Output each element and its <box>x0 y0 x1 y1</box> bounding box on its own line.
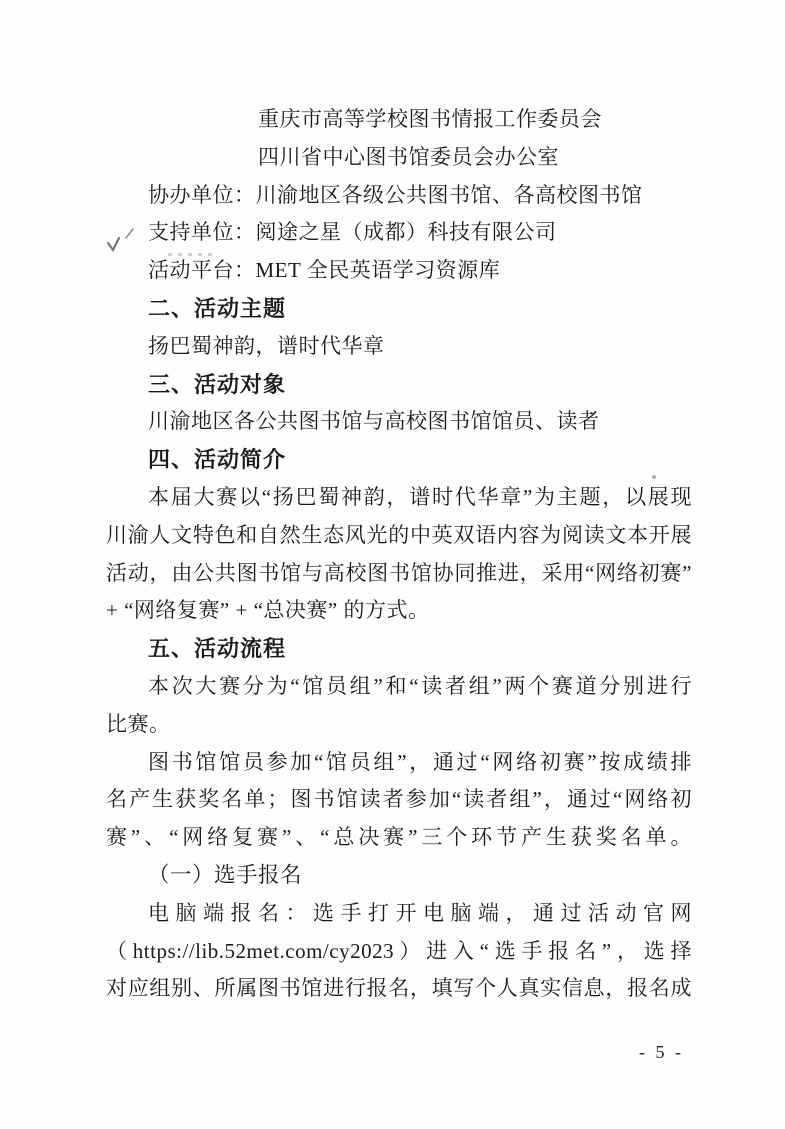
intro-paragraph-line: 本届大赛以“扬巴蜀神韵，谱时代华章”为主题，以展现 <box>148 484 692 509</box>
section-5-heading: 五、活动流程 <box>148 636 287 662</box>
audience-line: 川渝地区各公共图书馆与高校图书馆馆员、读者 <box>148 409 600 434</box>
document-body <box>106 101 692 1008</box>
process-paragraph-line: 赛”、“网络复赛”、“总决赛”三个环节产生获奖名单。 <box>106 825 692 850</box>
host-org-line: 四川省中心图书馆委员会办公室 <box>258 144 559 169</box>
registration-paragraph-line: （https://lib.52met.com/cy2023）进入“选手报名”，选择 <box>106 938 692 963</box>
co-organizer-line: 协办单位：川渝地区各级公共图书馆、各高校图书馆 <box>148 182 643 207</box>
subsection-1-heading: （一）选手报名 <box>148 862 303 887</box>
process-paragraph-line: 比赛。 <box>106 711 171 736</box>
host-org-line: 重庆市高等学校图书情报工作委员会 <box>258 107 602 131</box>
process-paragraph-line: 图书馆馆员参加“馆员组”，通过“网络初赛”按成绩排 <box>148 749 692 774</box>
intro-paragraph-line: + “网络复赛” + “总决赛” 的方式。 <box>106 598 430 623</box>
registration-paragraph-line: 对应组别、所属图书馆进行报名，填写个人真实信息，报名成 <box>106 976 692 1001</box>
intro-paragraph-line: 活动，由公共图书馆与高校图书馆协同推进，采用“网络初赛” <box>106 560 692 585</box>
registration-paragraph-line: 电脑端报名：选手打开电脑端，通过活动官网 <box>148 900 692 925</box>
process-paragraph-line: 名产生获奖名单；图书馆读者参加“读者组”，通过“网络初 <box>106 787 692 812</box>
process-paragraph-line: 本次大赛分为“馆员组”和“读者组”两个赛道分别进行 <box>148 673 692 698</box>
theme-line: 扬巴蜀神韵，谱时代华章 <box>148 333 385 358</box>
supporter-line: 支持单位：阅途之星（成都）科技有限公司 <box>148 220 557 245</box>
section-4-heading: 四、活动简介 <box>148 447 287 473</box>
page-number: - 5 - <box>639 1042 684 1062</box>
intro-paragraph-line: 川渝人文特色和自然生态风光的中英双语内容为阅读文本开展 <box>106 522 692 547</box>
platform-line: 活动平台：MET 全民英语学习资源库 <box>148 258 501 283</box>
section-2-heading: 二、活动主题 <box>148 295 287 321</box>
section-3-heading: 三、活动对象 <box>148 371 287 397</box>
